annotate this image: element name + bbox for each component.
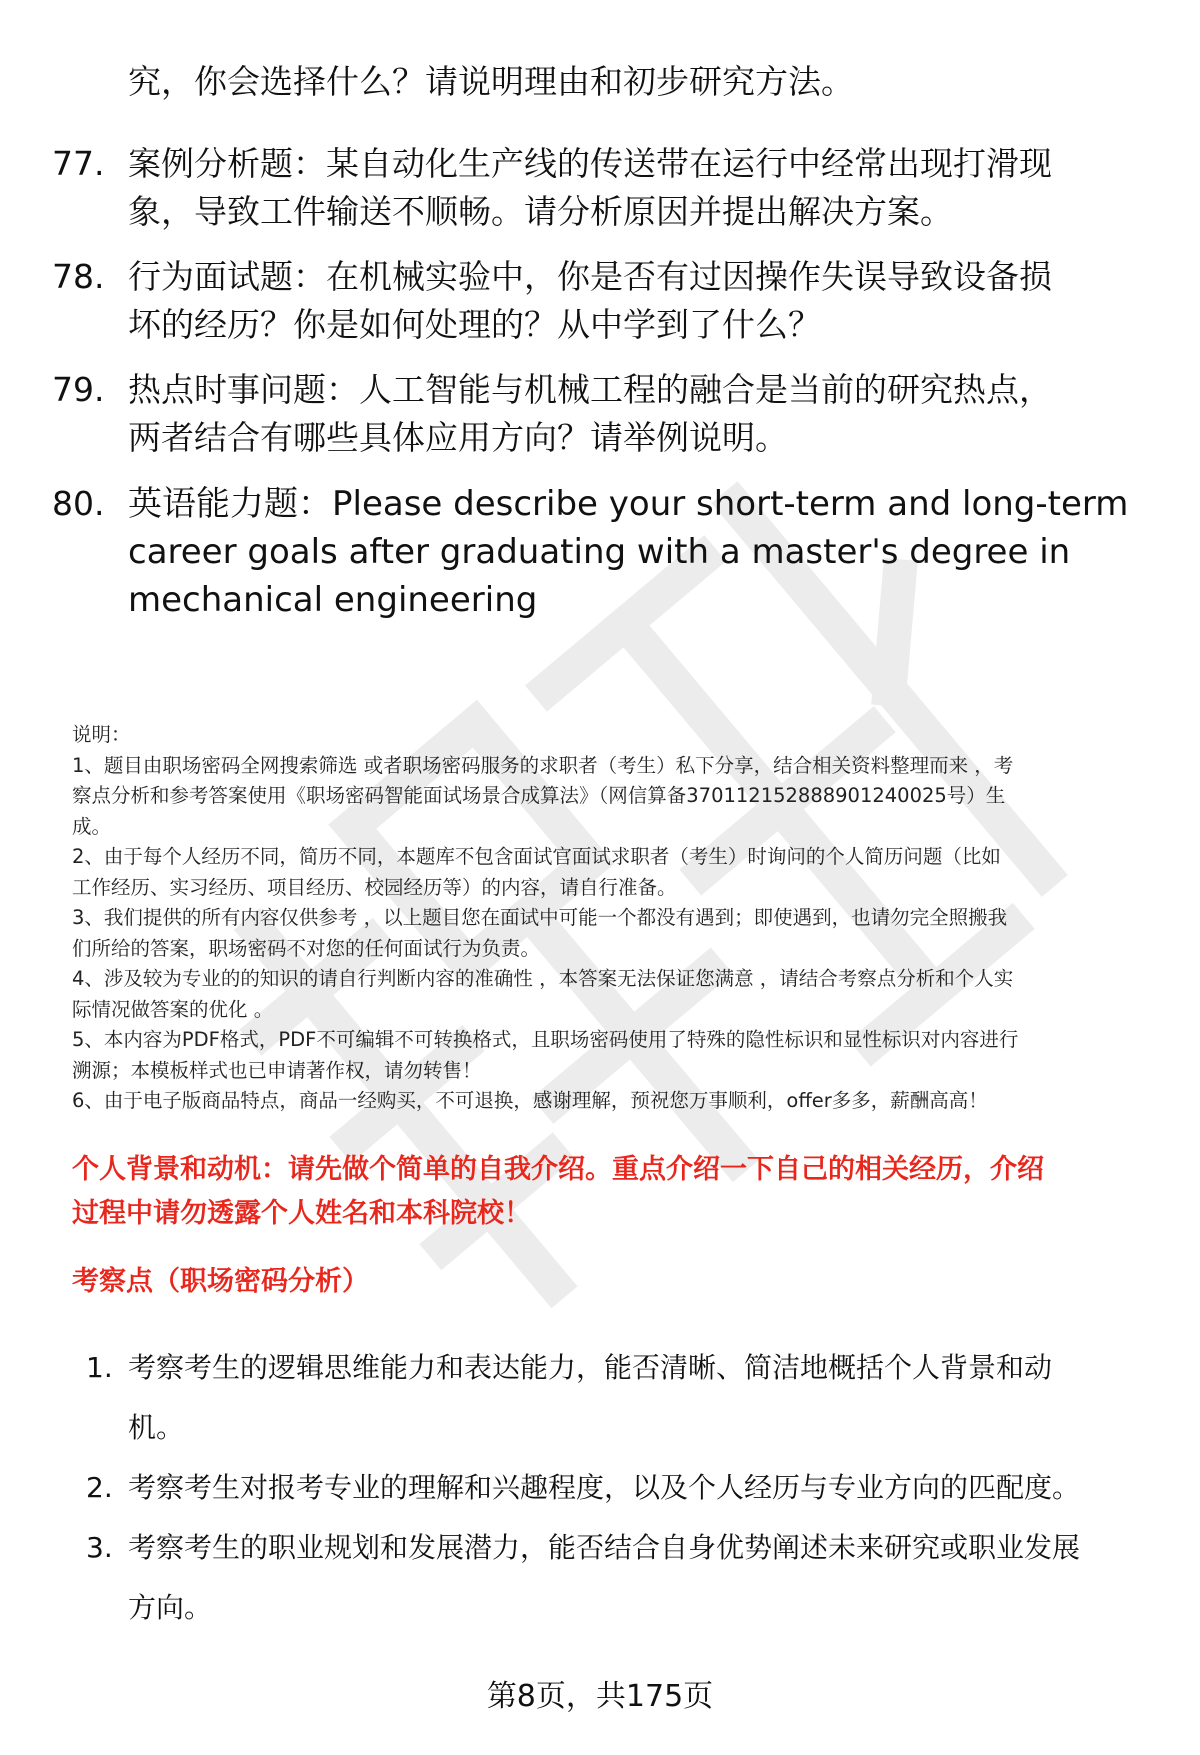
section-heading <box>72 1148 1172 1236</box>
notes-block <box>72 720 1162 1117</box>
point-line: 考察考生对报考专业的理解和兴趣程度，以及个人经历与专业方向的匹配度。 <box>128 1471 1081 1504</box>
question-line: mechanical engineering <box>128 580 538 620</box>
question-number: 80. <box>52 484 105 523</box>
notes-line: 察点分析和参考答案使用《职场密码智能面试场景合成算法》（网信算备370112152888901240025号）生 <box>72 784 1006 807</box>
question-line: 行为面试题：在机械实验中，你是否有过因操作失误导致设备损 <box>128 257 1052 296</box>
question-number: 77. <box>52 144 105 183</box>
point-number: 2. <box>86 1471 113 1504</box>
point-line: 考察考生的逻辑思维能力和表达能力，能否清晰、简洁地概括个人背景和动 <box>128 1351 1053 1384</box>
notes-line: 溯源；本模板样式也已申请著作权，请勿转售！ <box>72 1058 482 1082</box>
question-number: 79. <box>52 370 105 409</box>
point-line: 方向。 <box>128 1591 213 1624</box>
continuation-line: 究，你会选择什么？请说明理由和初步研究方法。 <box>128 62 854 101</box>
point-text <box>128 1458 1168 1518</box>
section-subheading: 考察点（职场密码分析） <box>72 1266 369 1297</box>
question-text <box>128 253 1168 349</box>
question-line: 热点时事问题：人工智能与机械工程的融合是当前的研究热点， <box>128 370 1052 409</box>
question-line: career goals after graduating with a master's degree in <box>128 532 1071 572</box>
point-text <box>128 1518 1168 1638</box>
question-line: 两者结合有哪些具体应用方向？请举例说明。 <box>128 418 788 457</box>
notes-line: 际情况做答案的优化 。 <box>72 997 274 1021</box>
question-text <box>128 140 1168 236</box>
notes-line: 们所给的答案，职场密码不对您的任何面试行为负责。 <box>72 936 541 960</box>
point-line: 机。 <box>128 1411 185 1444</box>
notes-line: 工作经历、实习经历、项目经历、校园经历等）的内容，请自行准备。 <box>72 875 677 899</box>
question-line: 英语能力题：Please describe your short-term and long-term <box>128 484 1129 524</box>
point-text <box>128 1338 1168 1458</box>
question-line: 案例分析题：某自动化生产线的传送带在运行中经常出现打滑现 <box>128 144 1052 183</box>
notes-line: 4、涉及较为专业的的知识的请自行判断内容的准确性 ，本答案无法保证您满意 ，请结合考察点分析和个人实 <box>72 967 1014 990</box>
section-heading-line: 过程中请勿透露个人姓名和本科院校！ <box>72 1198 531 1229</box>
notes-line: 2、由于每个人经历不同，简历不同，本题库不包含面试官面试求职者（考生）时询问的个人简历问题（比如 <box>72 845 1001 868</box>
question-number: 78. <box>52 257 105 296</box>
notes-line: 5、本内容为PDF格式，PDF不可编辑不可转换格式，且职场密码使用了特殊的隐性标识和显性标识对内容进行 <box>72 1028 1019 1051</box>
question-line: 坏的经历？你是如何处理的？从中学到了什么？ <box>128 305 821 344</box>
notes-line: 成。 <box>72 814 112 838</box>
notes-line: 3、我们提供的所有内容仅供参考 ，以上题目您在面试中可能一个都没有遇到；即使遇到，也请勿完全照搬我 <box>72 906 1008 929</box>
question-line: 象，导致工件输送不顺畅。请分析原因并提出解决方案。 <box>128 192 953 231</box>
point-line: 考察考生的职业规划和发展潜力，能否结合自身优势阐述未来研究或职业发展 <box>128 1531 1081 1564</box>
notes-line: 1、题目由职场密码全网搜索筛选 或者职场密码服务的求职者（考生）私下分享，结合相关资料整理而来 ，考 <box>72 753 1014 777</box>
point-number: 3. <box>86 1531 113 1564</box>
page-footer: 第8页，共175页 <box>486 1679 714 1714</box>
point-number: 1. <box>86 1351 113 1384</box>
section-heading-line: 个人背景和动机：请先做个简单的自我介绍。重点介绍一下自己的相关经历，介绍 <box>72 1154 1044 1185</box>
question-text <box>128 366 1168 462</box>
notes-line: 说明： <box>72 723 131 746</box>
question-text <box>128 480 1168 624</box>
notes-line: 6、由于电子版商品特点，商品一经购买，不可退换，感谢理解，预祝您万事顺利，offer多多，薪酬高高！ <box>72 1089 988 1112</box>
